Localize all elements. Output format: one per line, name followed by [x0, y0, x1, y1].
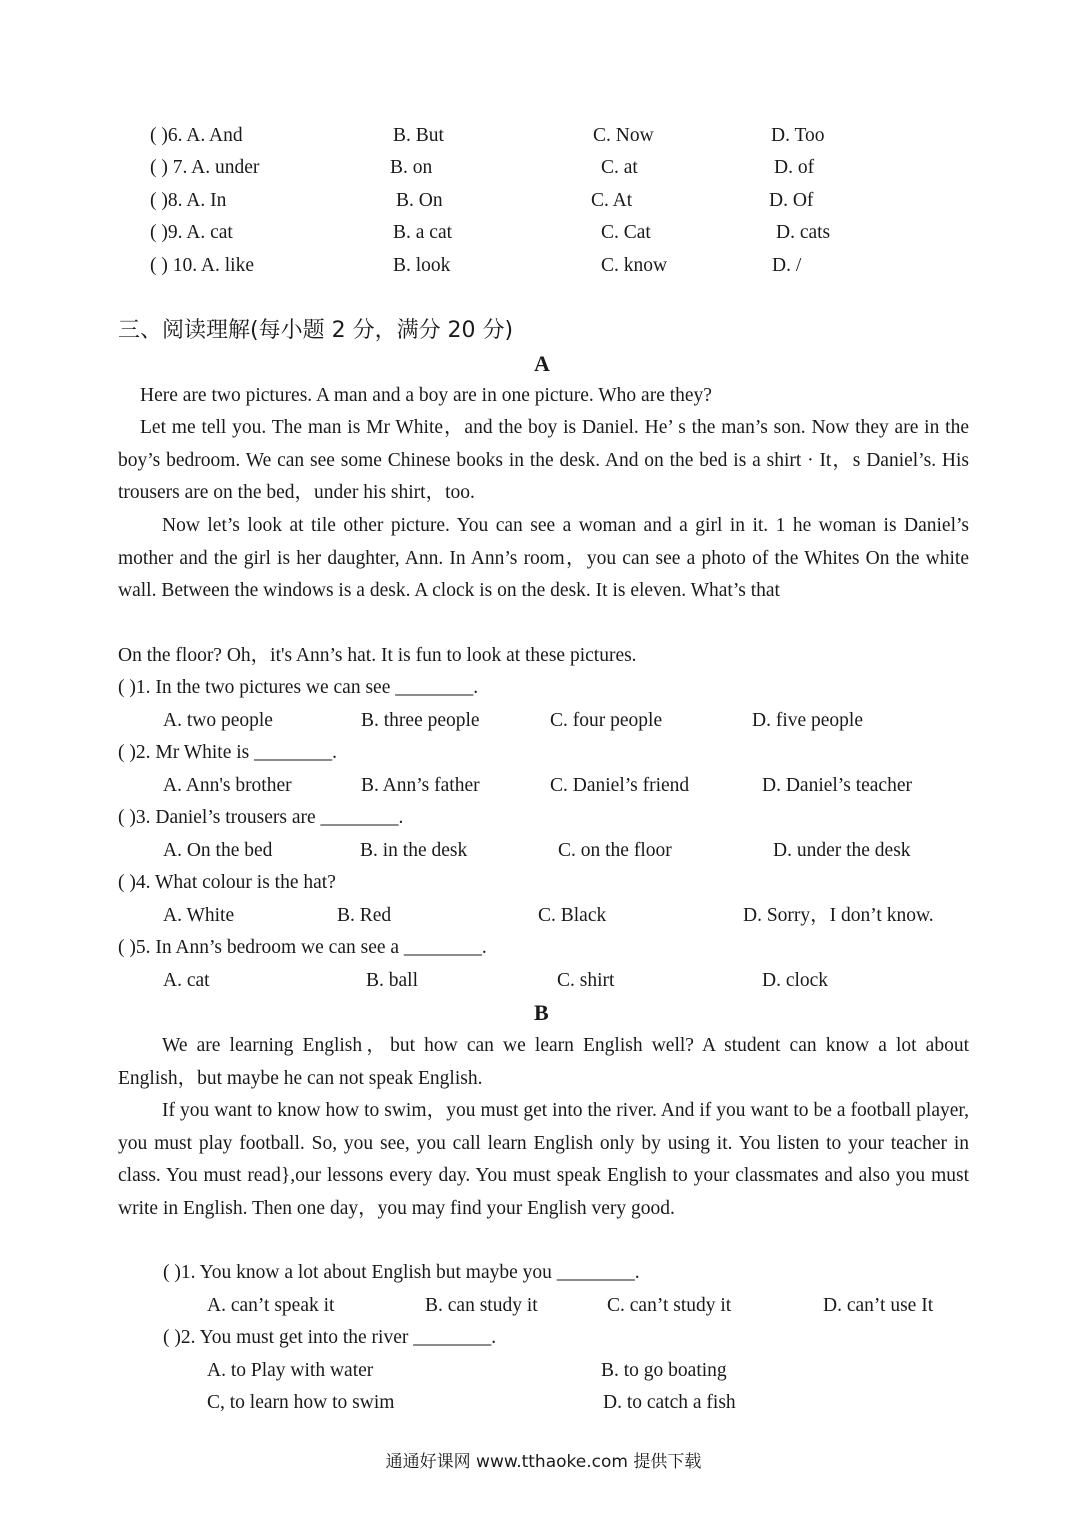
passage-b-q2-option-c: C, to learn how to swim	[207, 1392, 395, 1413]
passage-b-q1-option-b: B. can study it	[425, 1295, 538, 1316]
passage-a-q5-option-d: D. clock	[762, 970, 829, 991]
q6-option-d: D. Too	[771, 125, 825, 146]
q8-option-d: D. Of	[769, 190, 814, 211]
passage-a-para-2: Let me tell you. The man is Mr White，and the boy is Daniel. He’ s the man’s son. Now they are in the boy’s bedroom. We can see some Chinese books in the desk. And on the bed is a shirt · It，s Daniel’s. His trousers are on the bed，under his shirt，too.	[118, 417, 969, 503]
passage-a-q2-option-c: C. Daniel’s friend	[550, 775, 690, 796]
q8-option-c: C. At	[591, 190, 633, 211]
passage-a-q3-option-b: B. in the desk	[360, 840, 468, 861]
q7-option-c: C. at	[601, 157, 638, 178]
passage-b-para-2: If you want to know how to swim，you must get into the river. And if you want to be a football player, you must play football. So, you see, you call learn English only by using it. You listen to your teacher in class. You must read},our lessons every day. You must speak English to your classmates and also you must write in English. Then one day，you may find your English very good.	[118, 1100, 969, 1219]
passage-a-q4-stem: ( )4. What colour is the hat?	[118, 872, 336, 893]
passage-a-q4-option-c: C. Black	[538, 905, 607, 926]
q6-option-c: C. Now	[593, 125, 654, 146]
passage-b-q1-option-a: A. can’t speak it	[207, 1295, 335, 1316]
q8-option-b: B. On	[396, 190, 443, 211]
passage-a-q4-option-d: D. Sorry，I don’t know.	[743, 905, 934, 926]
q9-option-d: D. cats	[776, 222, 831, 243]
passage-a-q1-stem: ( )1. In the two pictures we can see ________.	[118, 677, 479, 698]
passage-a-q2-option-d: D. Daniel’s teacher	[762, 775, 912, 796]
passage-a-q1-option-b: B. three people	[361, 710, 480, 731]
passage-b-q2-option-a: A. to Play with water	[207, 1360, 374, 1381]
passage-a-q1-option-a: A. two people	[163, 710, 273, 731]
q9-option-b: B. a cat	[393, 222, 453, 243]
passage-a-q5-option-b: B. ball	[366, 970, 418, 991]
passage-a-para-3: Now let’s look at tile other picture. You can see a woman and a girl in it. 1 he woman is Daniel’s mother and the girl is her daughter, Ann. In Ann’s room，you can see a photo of the Whites On the white wall. Between the windows is a desk. A clock is on the desk. It is eleven. What’s that	[118, 515, 969, 601]
q10-option-b: B. look	[393, 255, 451, 276]
q10-stem: ( ) 10. A. like	[150, 255, 254, 276]
passage-a-q3-option-d: D. under the desk	[773, 840, 911, 861]
passage-b-q1-option-d: D. can’t use It	[823, 1295, 934, 1316]
passage-a-q4-option-a: A. White	[163, 905, 235, 926]
q9-option-c: C. Cat	[601, 222, 651, 243]
q9-stem: ( )9. A. cat	[150, 222, 233, 243]
q7-option-b: B. on	[390, 157, 433, 178]
passage-a-q2-stem: ( )2. Mr White is ________.	[118, 742, 337, 763]
passage-a-letter: A	[534, 351, 550, 376]
passage-a-q5-option-a: A. cat	[163, 970, 210, 991]
passage-a-para-1: Here are two pictures. A man and a boy are in one picture. Who are they?	[140, 385, 712, 406]
q7-stem: ( ) 7. A. under	[150, 157, 260, 178]
page-footer: 通通好课网 www.tthaoke.com 提供下载	[385, 1452, 702, 1472]
passage-b-q2-option-d: D. to catch a fish	[603, 1392, 736, 1413]
passage-a-q4-option-b: B. Red	[337, 905, 392, 926]
passage-a-para-4: On the floor? Oh，it's Ann’s hat. It is fun to look at these pictures.	[118, 645, 637, 666]
passage-a-q5-stem: ( )5. In Ann’s bedroom we can see a ________.	[118, 937, 487, 958]
passage-b-para-1: We are learning English，but how can we learn English well? A student can know a lot about English，but maybe he can not speak English.	[118, 1035, 969, 1089]
q6-option-b: B. But	[393, 125, 444, 146]
passage-a-q1-option-c: C. four people	[550, 710, 663, 731]
passage-b-q2-option-b: B. to go boating	[601, 1360, 727, 1381]
passage-b-q1-option-c: C. can’t study it	[607, 1295, 732, 1316]
section-heading: 三、阅读理解(每小题 2 分，满分 20 分)	[118, 318, 514, 343]
passage-b-q1-stem: ( )1. You know a lot about English but maybe you ________.	[163, 1262, 640, 1283]
q7-option-d: D. of	[774, 157, 815, 178]
q6-stem: ( )6. A. And	[150, 125, 243, 146]
passage-a-q3-stem: ( )3. Daniel’s trousers are ________.	[118, 807, 404, 828]
passage-a-q3-option-c: C. on the floor	[558, 840, 672, 861]
passage-b-letter: B	[534, 1000, 549, 1025]
passage-a-q2-option-a: A. Ann's brother	[163, 775, 292, 796]
q10-option-d: D. /	[772, 255, 802, 276]
passage-a-q1-option-d: D. five people	[752, 710, 864, 731]
passage-b-q2-stem: ( )2. You must get into the river ________.	[163, 1327, 497, 1348]
passage-a-q2-option-b: B. Ann’s father	[361, 775, 480, 796]
q10-option-c: C. know	[601, 255, 668, 276]
passage-a-q3-option-a: A. On the bed	[163, 840, 273, 861]
passage-a-q5-option-c: C. shirt	[557, 970, 615, 991]
q8-stem: ( )8. A. In	[150, 190, 227, 211]
